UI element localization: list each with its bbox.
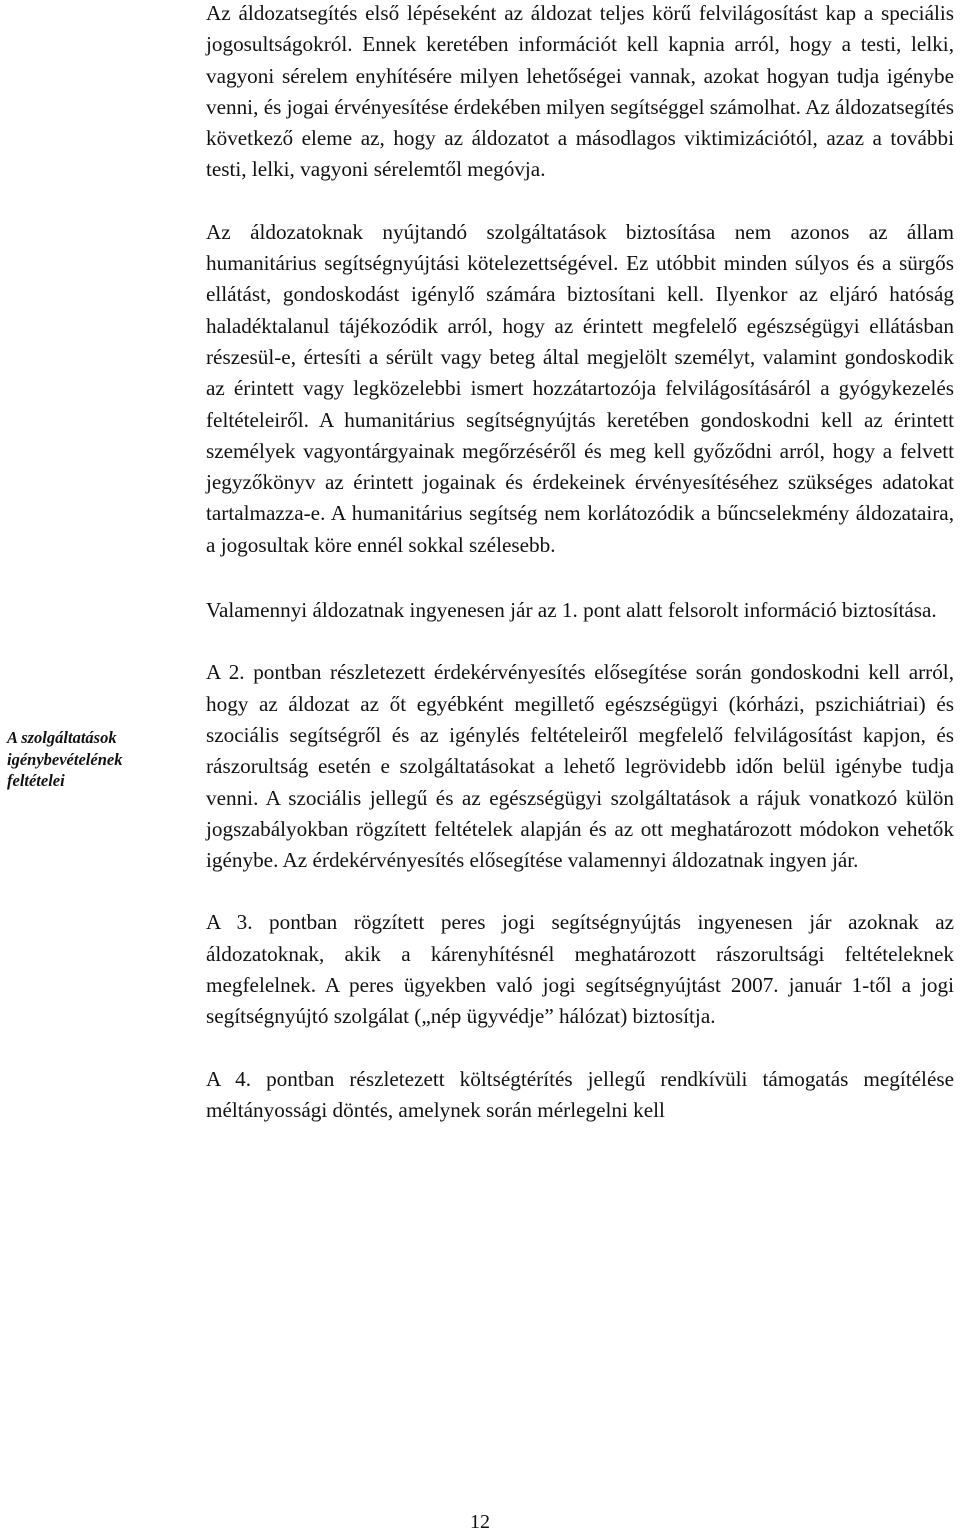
page-number: 12	[470, 1511, 490, 1533]
main-text-column	[206, 0, 954, 1126]
paragraph-legal-aid: A 3. pontban rögzített peres jogi segítségnyújtás ingyenesen jár azoknak az áldozatoknak, akik a kárenyhítésnél meghatározott rászorultsági feltételeknek megfelelnek. A peres ügyekben való jogi segítségnyújtást 2007. január 1-től a jogi segítségnyújtó szolgálat („nép ügyvédje” hálózat) biztosítja.	[206, 910, 954, 1029]
paragraph-cost-reimbursement: A 4. pontban részletezett költségtérítés jellegű rendkívüli támogatás megítélése méltányossági döntés, amelynek során mérlegelni kell	[206, 1066, 954, 1122]
paragraph-victim-support-intro: Az áldozatsegítés első lépéseként az áldozat teljes körű felvilágosítást kap a speciális jogosultságokról. Ennek keretében információt kell kapnia arról, hogy a testi, lelki, vagyoni sérelem enyhítésére milyen lehetőségei vannak, azokat hogyan tudja igénybe venni, és jogai érvényesítése érdekében milyen segítséggel számolhat. Az áldozatsegítés következő eleme az, hogy az áldozatot a másodlagos viktimizációtól, azaz a további testi, lelki, vagyoni sérelemtől megóvja.	[206, 1, 954, 182]
paragraph-humanitarian-aid: Az áldozatoknak nyújtandó szolgáltatások biztosítása nem azonos az állam humanitárius segítségnyújtási kötelezettségével. Ez utóbbit minden súlyos és a sürgős ellátást, gondoskodást igénylő számára biztosítani kell. Ilyenkor az eljáró hatóság haladéktalanul tájékozódik arról, hogy az érintett megfelelő egészségügyi ellátásban részesül-e, értesíti a sérült vagy beteg által megjelölt személyt, valamint gondoskodik az érintett vagy legközelebbi ismert hozzátartozója felvilágosításáról a gyógykezelés feltételeiről. A humanitárius segítségnyújtás keretében gondoskodni kell az érintett személyek vagyontárgyainak megőrzéséről és meg kell győződni arról, hogy a felvett jegyzőkönyv az érintett jogainak és érdekeinek érvényesítéséhez szükséges adatokat tartalmazza-e. A humanitárius segítség nem korlátozódik a bűncselekmény áldozataira, a jogosultak köre ennél sokkal szélesebb.	[206, 219, 954, 557]
margin-heading: A szolgáltatások igénybevételének feltételei	[7, 728, 123, 790]
paragraph-information-free: Valamennyi áldozatnak ingyenesen jár az 1. pont alatt felsorolt információ biztosítása.	[206, 598, 937, 623]
paragraph-interest-enforcement: A 2. pontban részletezett érdekérvényesítés elősegítése során gondoskodni kell arról, hogy az áldozat az őt egyébként megillető egészségügyi (kórházi, pszichiátriai) és szociális segítségről és az igénylés feltételeiről megfelelő felvilágosítást kapjon, és rászorultság esetén e szolgáltatásokat a lehető legrövidebb időn belül igénybe tudja venni. A szociális jellegű és az egészségügyi szolgáltatások a rájuk vonatkozó külön jogszabályokban rögzített feltételek alapján és az ott meghatározott módokon vehetők igénybe. Az érdekérvényesítés elősegítése valamennyi áldozatnak ingyen jár.	[206, 660, 954, 873]
